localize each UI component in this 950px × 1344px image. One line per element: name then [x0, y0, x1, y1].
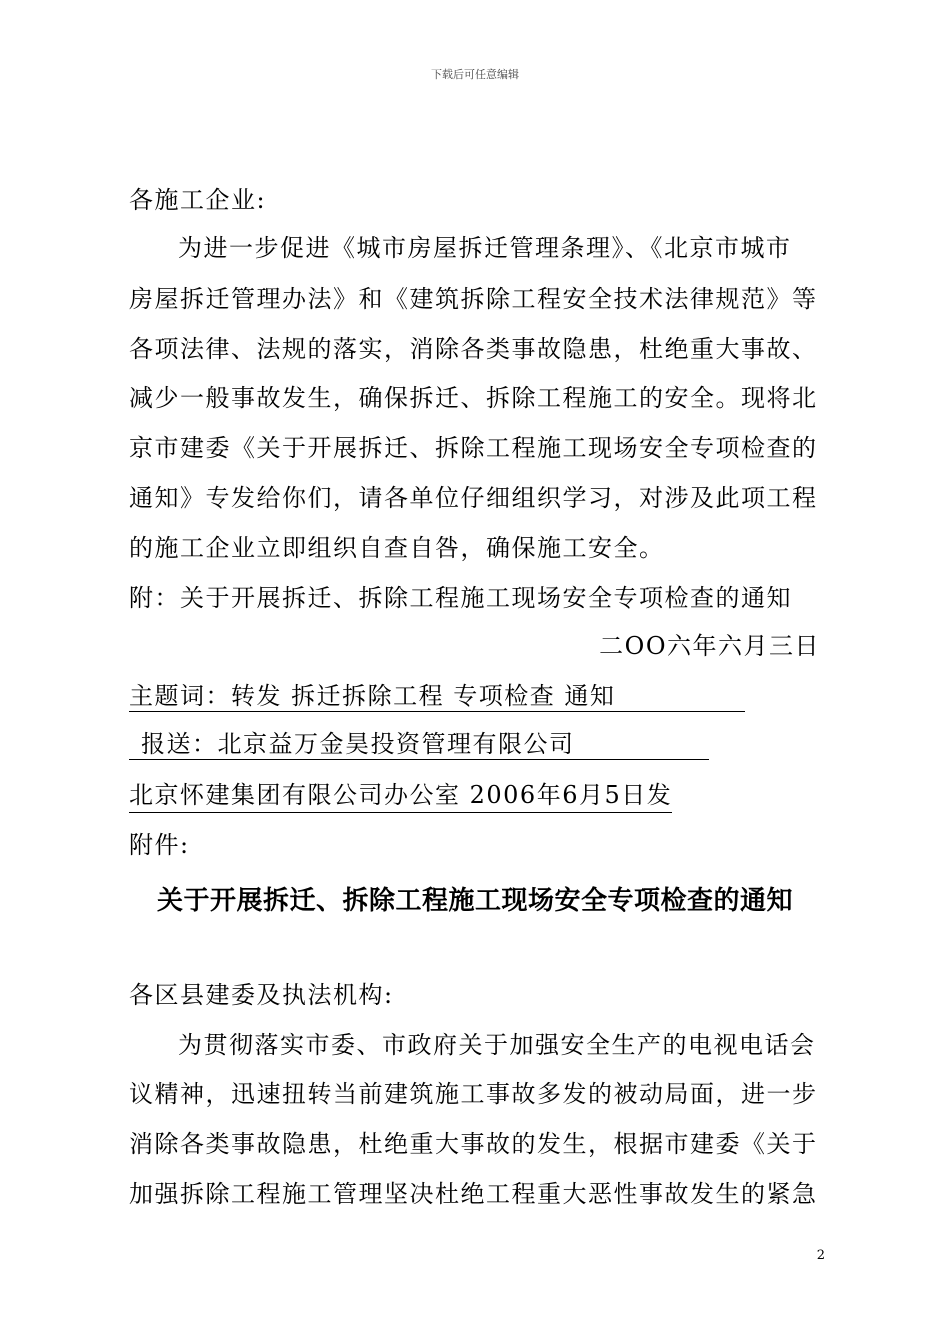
salutation-enterprises: 各施工企业:	[129, 186, 267, 214]
paragraph-1-line: 减少一般事故发生，确保拆迁、拆除工程施工的安全。现将北	[129, 384, 818, 412]
paragraph-2-line: 消除各类事故隐患，杜绝重大事故的发生，根据市建委《关于	[129, 1130, 818, 1158]
attachment-title: 关于开展拆迁、拆除工程施工现场安全专项检查的通知	[156, 886, 793, 916]
paragraph-1-line: 通知》专发给你们，请各单位仔细组织学习，对涉及此项工程	[129, 484, 818, 512]
subject-words-text: 主题词：转发 拆迁拆除工程 专项检查 通知	[129, 684, 745, 712]
carbon-copy-text: 报送：北京益万金昊投资管理有限公司	[129, 732, 709, 760]
page-number: 2	[816, 1248, 825, 1263]
issuer-text: 北京怀建集团有限公司办公室 2006年6月5日发	[129, 781, 672, 813]
paragraph-1-line: 京市建委《关于开展拆迁、拆除工程施工现场安全专项检查的	[129, 434, 818, 462]
paragraph-1-line: 房屋拆迁管理办法》和《建筑拆除工程安全技术法律规范》等	[129, 285, 818, 313]
paragraph-2-line: 议精神，迅速扭转当前建筑施工事故多发的被动局面，进一步	[129, 1080, 818, 1108]
paragraph-1-line: 各项法律、法规的落实，消除各类事故隐患，杜绝重大事故、	[129, 335, 818, 363]
salutation-agencies: 各区县建委及执法机构:	[129, 981, 394, 1009]
paragraph-2-line: 加强拆除工程施工管理坚决杜绝工程重大恶性事故发生的紧急	[129, 1180, 818, 1208]
notice-date: 二OO六年六月三日	[599, 632, 820, 660]
issuer	[129, 783, 672, 807]
paragraph-1-line: 为进一步促进《城市房屋拆迁管理条理》、《北京市城市	[178, 234, 792, 262]
carbon-copy	[129, 732, 709, 760]
attachment-label: 附件:	[129, 831, 190, 859]
attachment-reference: 附：关于开展拆迁、拆除工程施工现场安全专项检查的通知	[129, 584, 792, 612]
paragraph-1-line: 的施工企业立即组织自查自咎，确保施工安全。	[129, 534, 665, 562]
subject-words	[129, 684, 745, 712]
paragraph-2-line: 为贯彻落实市委、市政府关于加强安全生产的电视电话会	[178, 1031, 816, 1059]
header-note: 下载后可任意编辑	[431, 68, 519, 81]
